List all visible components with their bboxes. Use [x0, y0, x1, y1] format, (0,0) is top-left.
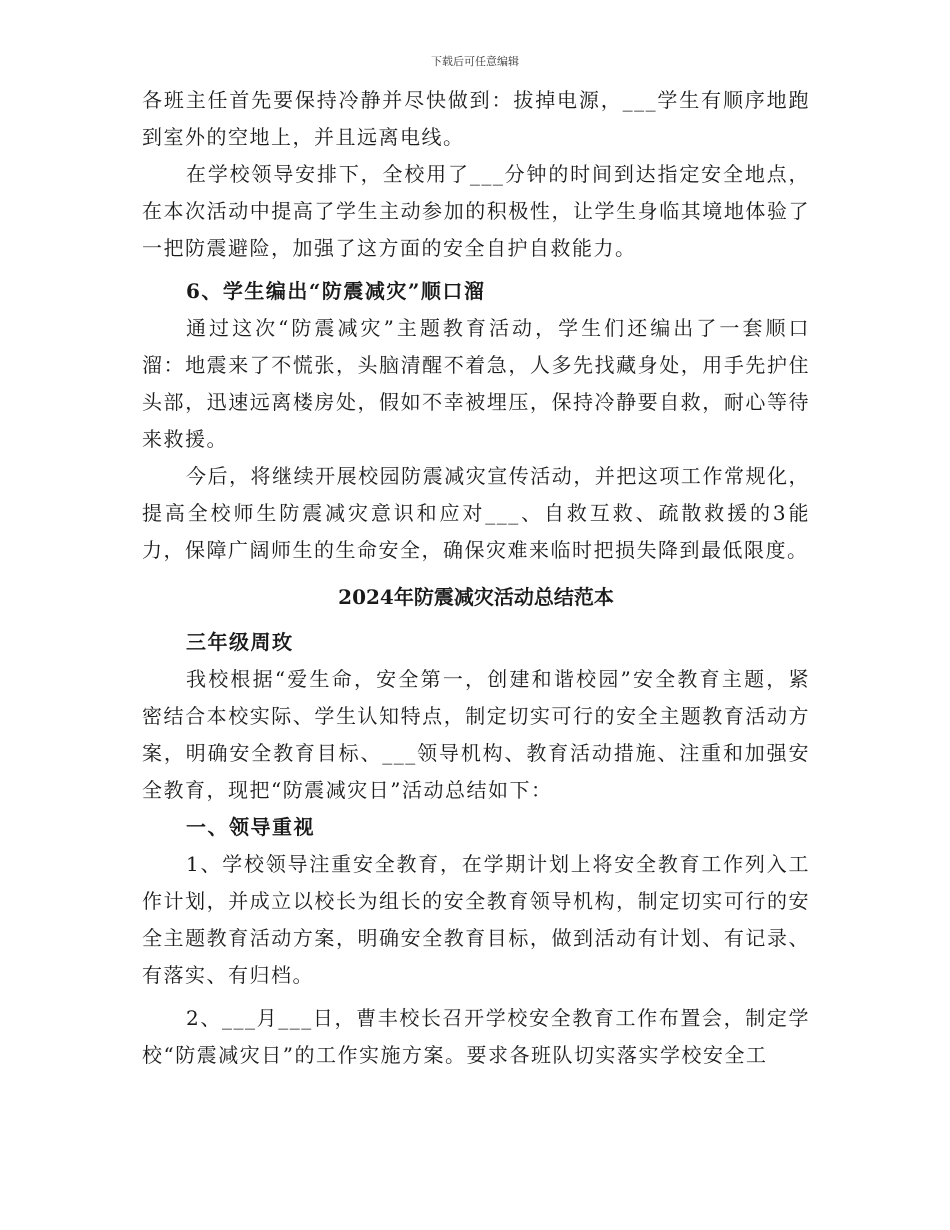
document-title: 2024年防震减灾活动总结范本 — [338, 585, 614, 609]
paragraph-leadership-1: 1、学校领导注重安全教育，在学期计划上将安全教育工作列入工作计划，并成立以校长为组长的安全教育领导机构，制定切实可行的安全主题教育活动方案，明确安全教育目标，做到活动有计划、有记录、有落实、有归档。 — [142, 852, 810, 987]
paragraph-leadership-2: 2、___月___日，曹丰校长召开学校安全教育工作布置会，制定学校“防震减灾日”的工作实施方案。要求各班队切实落实学校安全工 — [142, 1006, 810, 1067]
paragraph-continuation: 各班主任首先要保持冷静并尽快做到：拔掉电源，___学生有顺序地跑到室外的空地上，并且远离电线。 — [142, 88, 810, 149]
section-heading-rhyme: 6、学生编出“防震减灾”顺口溜 — [186, 279, 486, 303]
paragraph-future: 今后，将继续开展校园防震减灾宣传活动，并把这项工作常规化，提高全校师生防震减灾意识和应对___、自救互救、疏散救援的3能力，保障广阔师生的生命安全，确保灾难来临时把损失降到最低限度。 — [142, 464, 810, 562]
paragraph-evacuation: 在学校领导安排下，全校用了___分钟的时间到达指定安全地点，在本次活动中提高了学生主动参加的积极性，让学生身临其境地体验了一把防震避险，加强了这方面的安全自护自救能力。 — [142, 162, 810, 260]
paragraph-rhyme: 通过这次“防震减灾”主题教育活动，学生们还编出了一套顺口溜：地震来了不慌张，头脑清醒不着急，人多先找藏身处，用手先护住头部，迅速远离楼房处，假如不幸被埋压，保持冷静要自救，耐心等待来救援。 — [142, 316, 810, 451]
paragraph-intro: 我校根据“爱生命，安全第一，创建和谐校园”安全教育主题，紧密结合本校实际、学生认知特点，制定切实可行的安全主题教育活动方案，明确安全教育目标、___领导机构、教育活动措施、注重和加强安全教育，现把“防震减灾日”活动总结如下： — [142, 667, 810, 802]
section-heading-leadership: 一、领导重视 — [186, 815, 315, 839]
author-line: 三年级周玫 — [186, 630, 294, 654]
page-header: 下载后可任意编辑 — [431, 55, 519, 68]
document-body — [142, 82, 810, 1074]
